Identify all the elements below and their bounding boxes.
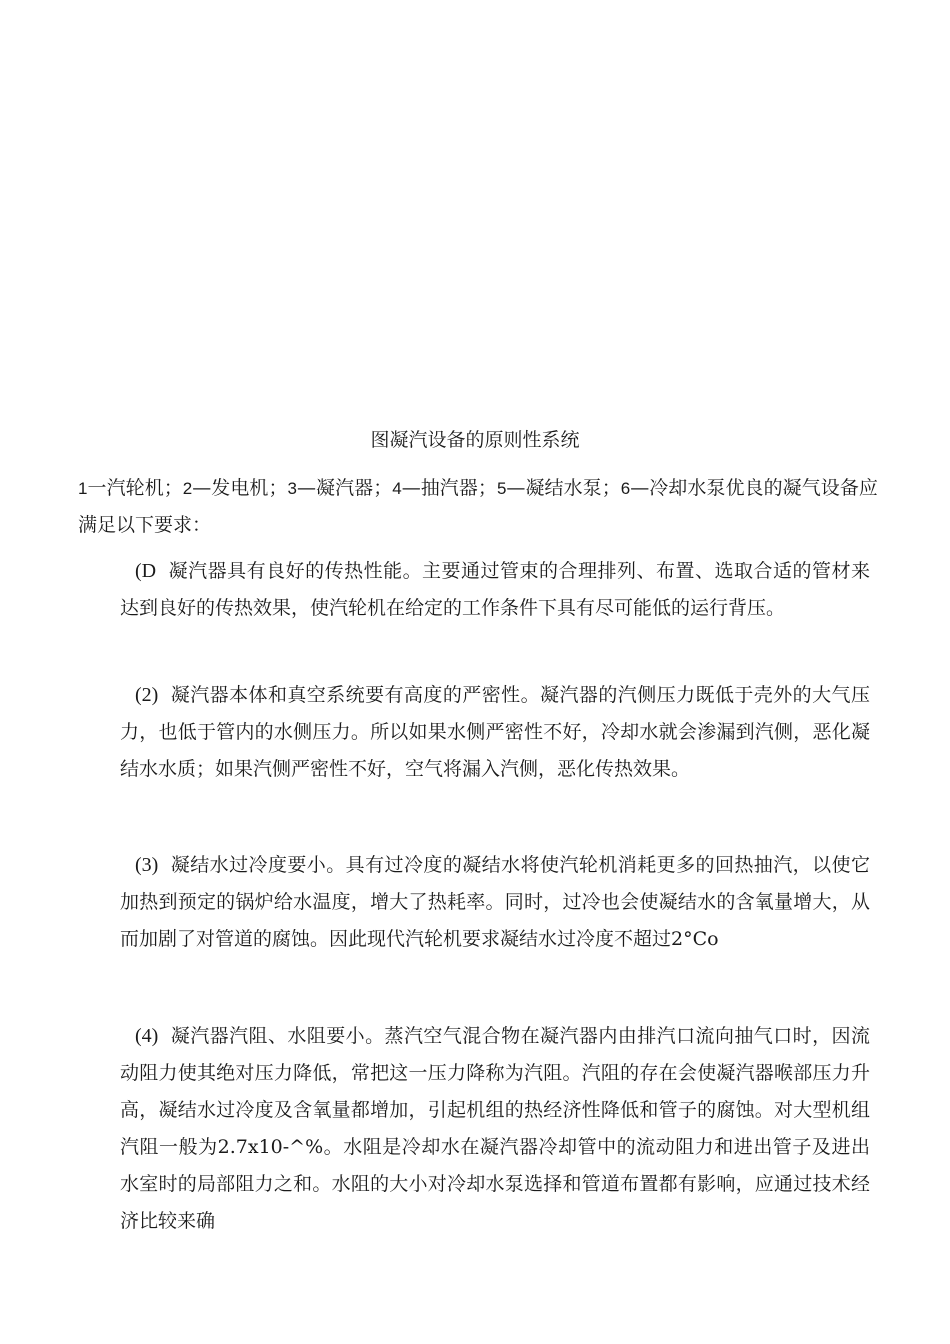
legend-number-4: 4 xyxy=(392,479,402,498)
legend-number-5: 5 xyxy=(496,479,507,498)
legend-number-1: 1 xyxy=(78,479,88,498)
legend-text-5: —凝结水泵； xyxy=(506,477,621,499)
legend-number-3: 3 xyxy=(287,479,297,498)
requirement-item-2 xyxy=(120,677,870,788)
figure-caption: 图凝汽设备的原则性系统 xyxy=(370,429,580,451)
item-text: 凝汽器汽阻、水阻要小。蒸汽空气混合物在凝汽器内由排汽口流向抽气口时，因流动阻力使其绝对压力降低，常把这一压力降称为汽阻。汽阻的存在会使凝汽器喉部压力升高，凝结水过冷度及含氧量都增加，引起机组的热经济性降低和管子的腐蚀。对大型机组汽阻一般为2.7x10-^%。水阻是冷却水在凝汽器冷却管中的流动阻力和进出管子及进出水室时的局部阻力之和。水阻的大小对冷却水泵选择和管道布置都有影响，应通过技术经济比较来确 xyxy=(120,1025,870,1232)
item-text: 凝汽器本体和真空系统要有高度的严密性。凝汽器的汽侧压力既低于壳外的大气压力，也低于管内的水侧压力。所以如果水侧严密性不好，冷却水就会渗漏到汽侧，恶化凝结水水质；如果汽侧严密性不好，空气将漏入汽侧，恶化传热效果。 xyxy=(120,684,870,780)
requirement-item-3 xyxy=(120,847,870,958)
item-text: 凝结水过冷度要小。具有过冷度的凝结水将使汽轮机消耗更多的回热抽汽，以使它加热到预定的锅炉给水温度，增大了热耗率。同时，过冷也会使凝结水的含氧量增大，从而加剧了对管道的腐蚀。因此现代汽轮机要求凝结水过冷度不超过2°Co xyxy=(120,854,870,950)
requirement-item-4 xyxy=(120,1018,870,1240)
legend-text-2: —发电机； xyxy=(192,477,288,499)
legend-text-6: —冷却水泵优良的凝气设备应满足以下要求： xyxy=(78,477,878,536)
item-text: 凝汽器具有良好的传热性能。主要通过管束的合理排列、布置、选取合适的管材来达到良好的传热效果，使汽轮机在给定的工作条件下具有尽可能低的运行背压。 xyxy=(120,560,870,619)
legend-number-2: 2 xyxy=(182,479,193,498)
requirement-item-1 xyxy=(120,553,870,627)
legend-text-4: —抽汽器； xyxy=(401,477,497,499)
item-marker: (2) xyxy=(135,684,159,706)
figure-legend xyxy=(78,470,878,544)
legend-number-6: 6 xyxy=(620,479,631,498)
legend-text-1: 一汽轮机； xyxy=(87,477,183,499)
item-marker: (3) xyxy=(135,854,159,876)
legend-text-3: —凝汽器； xyxy=(296,477,393,499)
item-marker: (D xyxy=(135,560,157,582)
item-marker: (4) xyxy=(135,1025,159,1047)
